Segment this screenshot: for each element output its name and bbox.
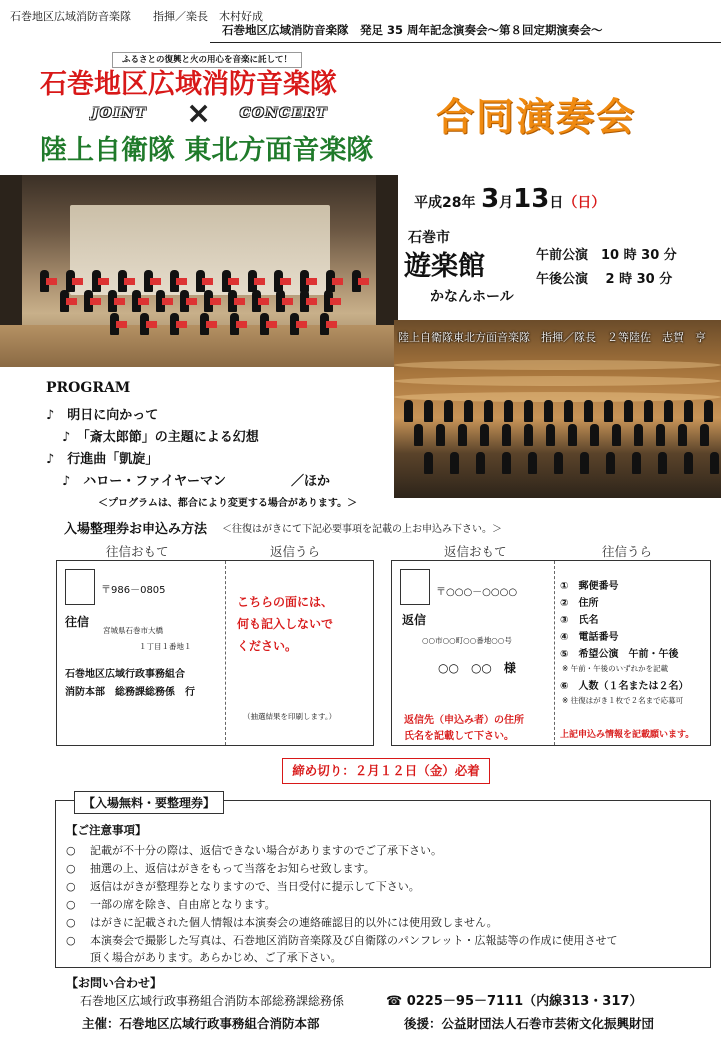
music-stand [66, 298, 77, 305]
army-band-caption: 陸上自衛隊東北方面音楽隊 指揮／隊長 ２等陸佐 志賀 亨 [398, 331, 706, 344]
card-head-outgoing-front: 往信おもて [106, 544, 169, 559]
performer-figure [634, 424, 643, 446]
music-stand [266, 321, 277, 328]
card-kind: 往信 [65, 615, 90, 629]
fill-note: 氏名を記載して下さい。 [404, 731, 514, 742]
performer-figure [700, 424, 709, 446]
fill-note: 返信先（申込み者）の住所 [404, 715, 524, 726]
performance-pm: 午後公演 2 時 30 分 [536, 272, 673, 287]
note-mark: ○ [66, 916, 76, 929]
addressee-name: ○○ ○○ 様 [438, 661, 516, 675]
music-stand [282, 298, 293, 305]
required-note: ※ 往復はがき１枚で２名まで応募可 [562, 696, 684, 705]
music-stand [306, 298, 317, 305]
program-item: ♪ 「斎太郎節」の主題による幻想 [62, 430, 259, 445]
note-text: 本演奏会で撮影した写真は、石巻地区消防音楽隊及び自衛隊のパンフレット・広報誌等の作成に使用させて [90, 934, 618, 947]
performer-figure [436, 424, 445, 446]
performer-figure [528, 452, 537, 474]
note-item [66, 878, 420, 894]
music-stand [236, 321, 247, 328]
note-item-continued: 頂く場合があります。あらかじめ、ご了承下さい。 [90, 951, 342, 964]
music-stand [176, 278, 187, 285]
card-kind: 返信 [402, 613, 427, 627]
performer-figure [484, 400, 493, 422]
org-line: 消防本部 総務課総務係 行 [65, 687, 195, 698]
music-stand [46, 278, 57, 285]
event-city: 石巻市 [408, 230, 450, 246]
music-stand [176, 321, 187, 328]
joint-label: JOINT [92, 106, 148, 121]
performer-figure [584, 400, 593, 422]
event-month-unit: 月 [499, 195, 514, 211]
performer-figure [444, 400, 453, 422]
performer-figure [554, 452, 563, 474]
music-stand [138, 298, 149, 305]
music-stand [306, 278, 317, 285]
required-item: ② 住所 [560, 598, 599, 609]
performer-figure [458, 424, 467, 446]
card-head-reply-back: 返信うら [270, 544, 321, 559]
music-stand [98, 278, 109, 285]
stamp-box [400, 569, 430, 605]
music-stand [330, 298, 341, 305]
performer-figure [684, 400, 693, 422]
music-stand [332, 278, 343, 285]
music-stand [114, 298, 125, 305]
no-write-note: こちらの面には、 [237, 595, 334, 609]
note-text: 抽選の上、返信はがきをもって当落をお知らせ致します。 [90, 862, 375, 875]
note-item [66, 932, 617, 948]
note-item [66, 896, 276, 912]
required-item: ④ 電話番号 [560, 632, 619, 643]
performer-figure [644, 400, 653, 422]
performer-figure [624, 400, 633, 422]
performer-figure [656, 424, 665, 446]
title-fire-band: 石巻地区広域消防音楽隊 [40, 69, 337, 100]
note-mark: ○ [66, 898, 76, 911]
music-stand [90, 298, 101, 305]
title-army-band: 陸上自衛隊 東北方面音楽隊 [40, 135, 374, 166]
program-note: ＜プログラムは、都合により変更する場合があります。＞ [98, 498, 358, 509]
program-title: PROGRAM [46, 380, 131, 396]
top-divider [210, 42, 721, 43]
note-item [66, 914, 498, 930]
required-item: ③ 氏名 [560, 615, 599, 626]
deadline-box: 締め切り：２月１２日（金）必着 [282, 758, 490, 784]
fire-band-caption: 石巻地区広域消防音楽隊 指揮／楽長 木村好成 [10, 10, 263, 23]
performer-figure [612, 424, 621, 446]
music-stand [186, 298, 197, 305]
no-write-note: 何も記入しないで [237, 617, 334, 631]
note-text: 返信はがきが整理券となりますので、当日受付に提示して下さい。 [90, 880, 420, 893]
support-line: 後援：公益財団法人石巻市芸術文化振興財団 [404, 1016, 655, 1031]
music-stand [162, 298, 173, 305]
address-line: 宮城県石巻市大橋 [103, 626, 163, 635]
army-band-photo [394, 320, 721, 498]
performer-figure [464, 400, 473, 422]
music-stand [296, 321, 307, 328]
required-item: ① 郵便番号 [560, 581, 619, 592]
performer-figure [704, 400, 713, 422]
event-venue: 遊楽館 [404, 251, 485, 282]
performer-figure [414, 424, 423, 446]
host-line: 主催：石巻地区広域行政事務組合消防本部 [82, 1016, 320, 1031]
performer-figure [424, 400, 433, 422]
performer-figure [632, 452, 641, 474]
concert-label: CONCERT [240, 106, 329, 121]
performer-figure [524, 400, 533, 422]
music-stand [254, 278, 265, 285]
music-stand [234, 298, 245, 305]
program-item: ♪ ハロー・ファイヤーマン ／ほか [62, 474, 331, 489]
apply-title: 入場整理券お申込み方法 [64, 522, 208, 537]
print-note: （抽選結果を印刷します。） [243, 712, 337, 721]
notes-heading: 【ご注意事項】 [66, 823, 147, 837]
address-line: ○○市○○町○○番地○○号 [422, 636, 512, 645]
contact-phone: ☎ 0225－95－7111（内線313・317） [386, 994, 643, 1009]
music-stand [124, 278, 135, 285]
music-stand [210, 298, 221, 305]
music-stand [146, 321, 157, 328]
performer-figure [568, 424, 577, 446]
postcard-reply [391, 560, 711, 746]
performer-figure [502, 424, 511, 446]
music-stand [202, 278, 213, 285]
performer-figure [710, 452, 719, 474]
performer-figure [678, 424, 687, 446]
music-stand [258, 298, 269, 305]
event-date [414, 184, 605, 214]
event-day: 13 [513, 184, 550, 214]
event-year: 平成28年 [414, 195, 476, 211]
stage-banner: ふるさとの復興と火の用心を音楽に託して！ [112, 52, 302, 68]
music-stand [228, 278, 239, 285]
performer-figure [544, 400, 553, 422]
music-stand [206, 321, 217, 328]
top-subtitle: 石巻地区広域消防音楽隊 発足 35 周年記念演奏会～第８回定期演奏会～ [222, 23, 603, 37]
program-item: ♪ 明日に向かって [46, 408, 159, 423]
performer-figure [580, 452, 589, 474]
performer-figure [658, 452, 667, 474]
title-joint-concert: 合同演奏会 [436, 95, 637, 139]
fire-band-photo [0, 175, 398, 367]
performer-figure [546, 424, 555, 446]
note-mark: ○ [66, 880, 76, 893]
performer-figure [476, 452, 485, 474]
no-write-note: ください。 [237, 639, 298, 653]
performer-figure [502, 452, 511, 474]
program-item: ♪ 行進曲「凱旋」 [46, 452, 159, 467]
performer-figure [564, 400, 573, 422]
event-hall: かなんホール [430, 289, 514, 305]
stamp-box [65, 569, 95, 605]
postal-code: 〒○○○－○○○○ [436, 587, 518, 598]
music-stand [116, 321, 127, 328]
event-day-unit: 日 [549, 195, 564, 211]
music-stand [358, 278, 369, 285]
performer-figure [684, 452, 693, 474]
performer-figure [604, 400, 613, 422]
performer-figure [424, 452, 433, 474]
performer-figure [606, 452, 615, 474]
card-head-outgoing-back: 往信うら [602, 544, 653, 559]
performer-figure [480, 424, 489, 446]
performer-figure [450, 452, 459, 474]
music-stand [326, 321, 337, 328]
note-mark: ○ [66, 862, 76, 875]
contact-heading: 【お問い合わせ】 [66, 976, 163, 990]
required-item: ⑤ 希望公演 午前・午後 [560, 649, 679, 660]
event-weekday: （日） [563, 195, 606, 211]
org-line: 石巻地区広域行政事務組合 [65, 669, 185, 680]
cross-mark: × [186, 96, 212, 131]
apply-subtitle: ＜往復はがきにて下記必要事項を記載の上お申込み下さい。＞ [222, 524, 502, 535]
performance-am: 午前公演 10 時 30 分 [536, 248, 677, 263]
free-admission-tag: 【入場無料・要整理券】 [74, 791, 224, 814]
performer-figure [504, 400, 513, 422]
note-text: 一部の席を除き、自由席となります。 [90, 898, 276, 911]
performer-figure [590, 424, 599, 446]
performer-figure [404, 400, 413, 422]
performer-figure [524, 424, 533, 446]
performer-figure [664, 400, 673, 422]
note-item [66, 860, 375, 876]
note-text: 記載が不十分の際は、返信できない場合がありますのでご了承下さい。 [90, 844, 442, 857]
required-note: ※ 午前・午後のいずれかを記載 [562, 664, 669, 673]
note-mark: ○ [66, 844, 76, 857]
music-stand [280, 278, 291, 285]
required-item: ⑥ 人数（１名または２名） [560, 681, 689, 692]
fill-request: 上記申込み情報を記載願います。 [560, 730, 695, 740]
music-stand [72, 278, 83, 285]
note-item [66, 842, 442, 858]
card-head-reply-front: 返信おもて [444, 544, 507, 559]
music-stand [150, 278, 161, 285]
note-mark: ○ [66, 934, 76, 947]
event-month: 3 [481, 184, 500, 214]
postal-code: 〒986－0805 [101, 585, 166, 596]
contact-org: 石巻地区広域行政事務組合消防本部総務課総務係 [80, 994, 345, 1008]
address-line: １丁目１番地１ [139, 642, 192, 651]
postcard-outgoing [56, 560, 374, 746]
note-text: はがきに記載された個人情報は本演奏会の連絡確認目的以外には使用致しません。 [90, 916, 498, 929]
